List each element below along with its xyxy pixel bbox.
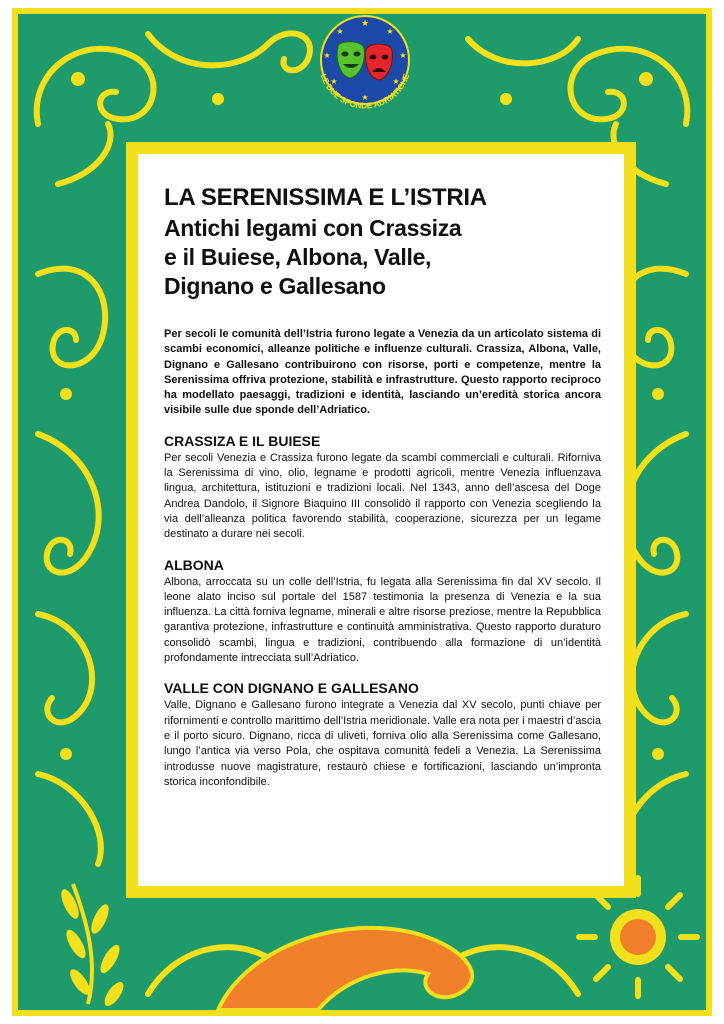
green-frame <box>12 8 712 1016</box>
svg-text:★: ★ <box>360 19 370 29</box>
logo <box>310 14 420 126</box>
content-panel <box>126 142 636 898</box>
content-panel-inner <box>138 154 624 886</box>
section-albona <box>164 557 601 667</box>
section-body: Albona, arroccata su un colle dell’Istria, fu legata alla Serenissima fin dal XV secolo. Il leone alato inciso sul portale del 1587 testimonia la presenza di Venezia e la sua influenza. La città forniva legname, minerali e altre risorse preziose, mentre la Repubblica garantiva protezione, infrastrutture e continuità amministrativa. Questo rapporto duraturo consolidò scambi, lingua e tradizioni, contribuendo alla formazione di un’identità profondamente intrecciata sull’Adriatico. <box>164 575 601 665</box>
subtitle-line: Antichi legami con Crassiza <box>164 215 462 241</box>
wave-ornament <box>218 928 472 1010</box>
section-title: VALLE CON DIGNANO E GALLESANO <box>164 680 419 697</box>
subtitle-line: Dignano e Gallesano <box>164 273 386 299</box>
svg-text:★: ★ <box>399 51 407 60</box>
olive-branch-icon <box>58 884 127 1009</box>
svg-text:★: ★ <box>330 77 338 86</box>
main-title: LA SERENISSIMA E L’ISTRIA <box>164 184 487 211</box>
section-title: ALBONA <box>164 556 224 573</box>
section-body: Per secoli Venezia e Crassiza furono legate da scambi commerciali e culturali. Riforniva la Serenissima di vino, olio, legname e prodotti agricoli, mentre Venezia influenzava lingua, architettura, istituzioni e tradizioni locali. Nel 1343, anno dell’ascesa del Doge Andrea Dandolo, il Signore Biaquino III consolidò il rapporto con Venezia scegliendo la via dell’alleanza politica favorendo stabilità, cooperazione, sicurezza per un legame destinato a durare nei secoli. <box>164 451 601 541</box>
svg-text:★: ★ <box>386 27 394 36</box>
svg-text:★: ★ <box>392 77 400 86</box>
svg-text:★: ★ <box>336 27 344 36</box>
section-title: CRASSIZA E IL BUIESE <box>164 432 321 449</box>
section-crassiza <box>164 433 601 543</box>
subtitle <box>164 214 601 301</box>
section-valle <box>164 680 601 790</box>
subtitle-line: e il Buiese, Albona, Valle, <box>164 244 432 270</box>
section-body: Valle, Dignano e Gallesano furono integrate a Venezia dal XV secolo, punti chiave per rifornimenti e controllo marittimo dell’Istria meridionale. Valle era nota per i maestri d’ascia e il porto sicuro. Dignano, ricca di uliveti, forniva olio alla Serenissima come Gallesano, lungo l’antica via verso Pola, che ospitava comunità fedeli a Venezia. La Serenissima introdusse nuove magistrature, restaurò chiese e fortificazioni, lasciando un’impronta storica inconfondibile. <box>164 699 601 788</box>
logo-text: LE DUE SPONDE ADRIATICHE <box>318 72 412 111</box>
intro-paragraph: Per secoli le comunità dell’Istria furono legate a Venezia da un articolato sistema di scambi economici, alleanze politiche e influenze culturali. Crassiza, Albona, Valle, Dignano e Gallesano contribuirono con risorse, porti e competenze, mentre la Serenissima offriva protezione, stabilità e infrastrutture. Questo rapporto reciproco ha modellato paesaggi, tradizioni e identità, lasciando un’eredità storica ancora visibile sulle due sponde dell’Adriatico. <box>164 328 601 417</box>
svg-text:★: ★ <box>323 51 331 60</box>
svg-text:★: ★ <box>361 93 369 102</box>
